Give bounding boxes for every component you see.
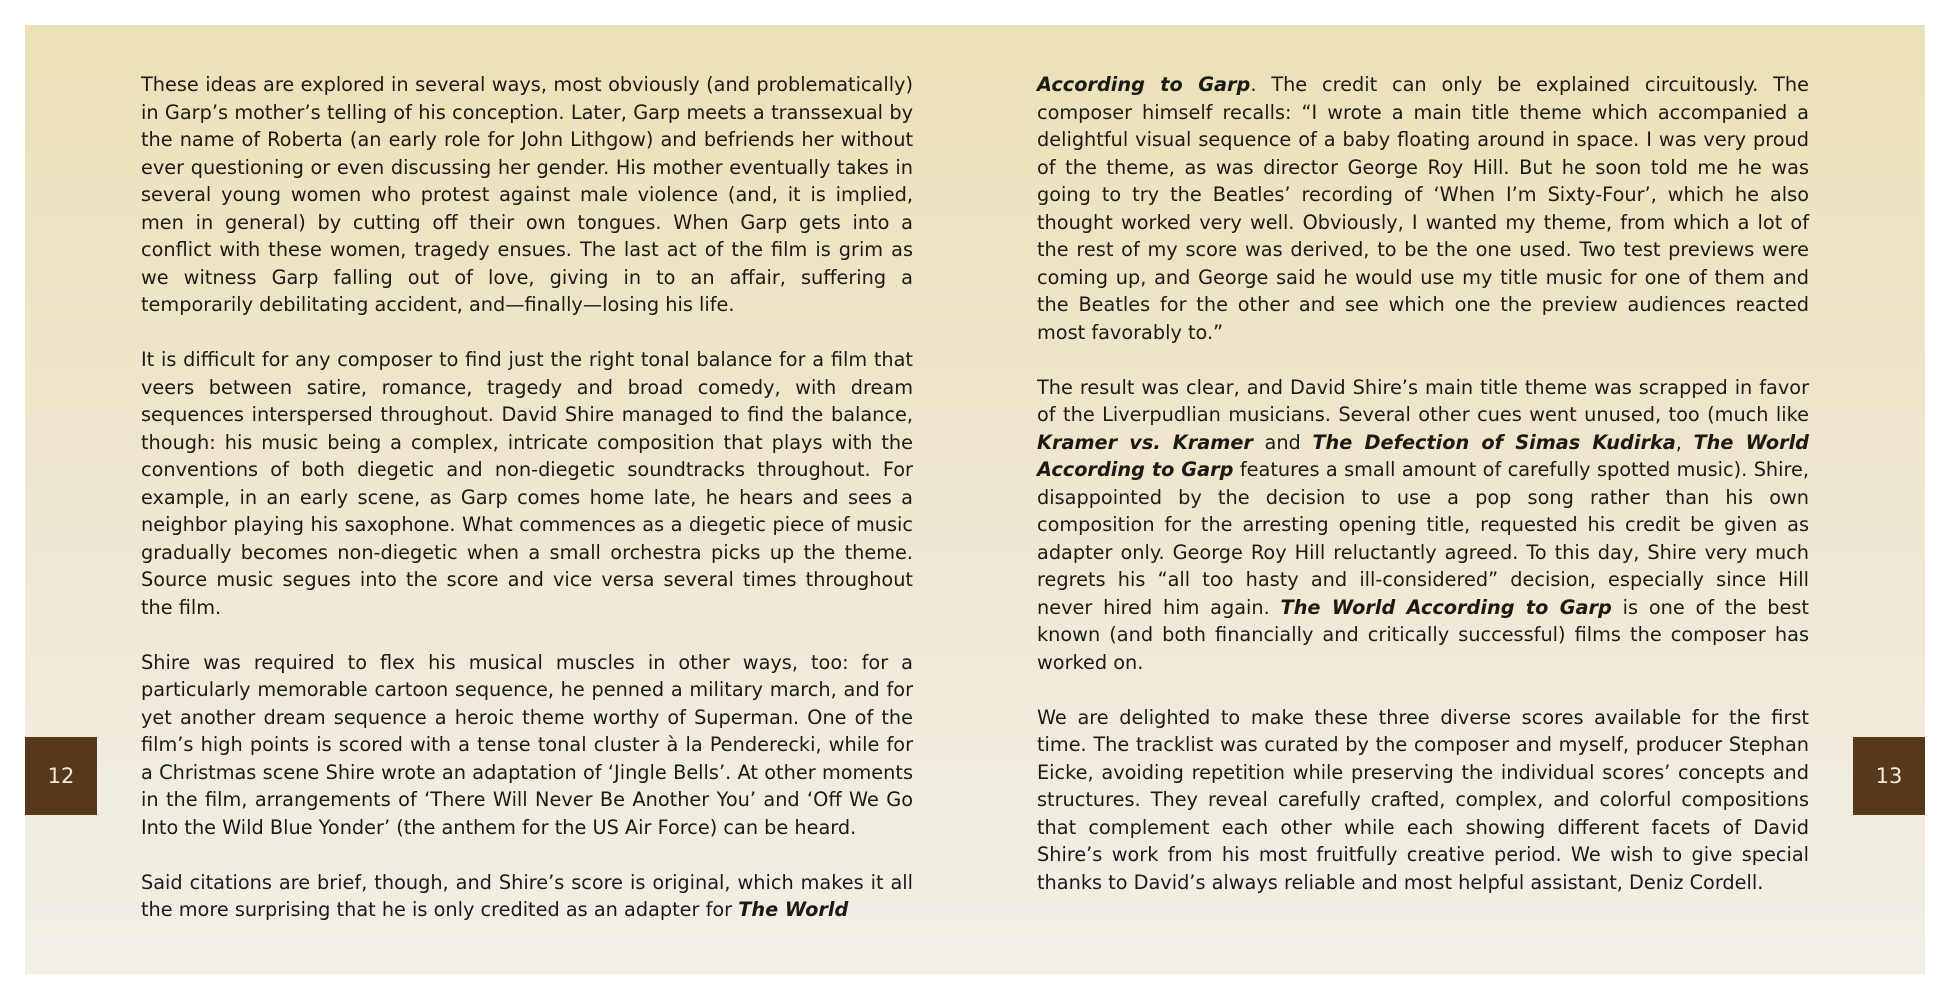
right-paragraph-3: We are delighted to make these three diverse scores available for the first time. The tracklist was curated by the composer and myself, producer Stephan Eicke, avoiding repetition while preserving the individual scores’ concepts and structures. They reveal carefully crafted, complex, and colorful compositions that complement each other while each showing different facets of David Shire’s work from his most fruitfully creative period. We wish to give special thanks to David’s always reliable and most helpful assistant, Deniz Cordell. xyxy=(1037,705,1809,894)
text-run: is one of the best known (and both financially and critically successful) films the composer has worked on. xyxy=(1037,595,1809,674)
film-title: The World According to Garp xyxy=(1280,595,1612,619)
booklet-spread xyxy=(25,25,1925,974)
left-paragraph-2: It is difficult for any composer to find just the right tonal balance for a film that veers between satire, romance, tragedy and broad comedy, with dream sequences interspersed throughout. David Shire managed to find the balance, though: his music being a complex, intricate composition that plays with the conventions of both diegetic and non-diegetic soundtracks throughout. For example, in an early scene, as Garp comes home late, he hears and sees a neighbor playing his saxophone. What commences as a diegetic piece of music gradually becomes non-diegetic when a small orchestra picks up the theme. Source music segues into the score and vice versa several times throughout the film. xyxy=(141,348,913,619)
text-run: and xyxy=(1252,430,1313,454)
page-number-left: 12 xyxy=(25,737,97,815)
right-page-text xyxy=(1037,71,1809,924)
text-run: The result was clear, and David Shire’s main title theme was scrapped in favor of the Liverpudlian musicians. Several other cues went unused, too (much like xyxy=(1037,375,1809,426)
right-paragraph-2 xyxy=(1037,374,1809,677)
film-title: The World xyxy=(738,898,849,921)
right-paragraph-1-text: . The credit can only be explained circuitously. The composer himself recalls: “I wrote a main title theme which accompanied a delightful visual sequence of a baby floating around in space. I was very proud of the theme, as was director George Roy Hill. But he soon told me he was going to try the Beatles’ recording of ‘When I’m Sixty-Four’, which he also thought worked very well. Obviously, I wanted my theme, from which a lot of the rest of my score was derived, to be the one used. Two test previews were coming up, and George said he would use my title music for one of them and the Beatles for the other and see which one the preview audiences reacted most favorably to.” xyxy=(1037,73,1809,344)
text-run: features a small amount of carefully spotted music). Shire, disappointed by the decision to use a pop song rather than his own composition for the arresting opening title, requested his credit be given as adapter only. George Roy Hill reluctantly agreed. To this day, Shire very much regrets his “all too hasty and ill-considered” decision, especially since Hill never hired him again. xyxy=(1037,458,1809,619)
left-paragraph-4 xyxy=(141,869,913,924)
right-paragraph-1 xyxy=(1037,71,1809,346)
left-paragraph-1: These ideas are explored in several ways, most obviously (and problematically) in Garp’s mother’s telling of his conception. Later, Garp meets a transsexual by the name of Roberta (an early role for John Lithgow) and befriends her without ever questioning or even discussing her gender. His mother eventually takes in several young women who protest against male violence (and, it is implied, men in general) by cutting off their own tongues. When Garp gets into a conflict with these women, tragedy ensues. The last act of the film is grim as we witness Garp falling out of love, giving in to an affair, suffering a temporarily debilitating accident, and—finally—losing his life. xyxy=(141,73,913,316)
left-page-text xyxy=(141,71,913,951)
left-paragraph-4-text: Said citations are brief, though, and Shire’s score is original, which makes it all the more surprising that he is only credited as an adapter for xyxy=(141,870,913,921)
film-title: The Defection of Simas Kudirka xyxy=(1312,430,1676,454)
film-title: The World According to Garp xyxy=(1037,430,1809,481)
page-number-right: 13 xyxy=(1853,737,1925,815)
text-run: , xyxy=(1675,430,1694,454)
left-paragraph-3: Shire was required to flex his musical muscles in other ways, too: for a particularly memorable cartoon sequence, he penned a military march, and for yet another dream sequence a heroic theme worthy of Superman. One of the film’s high points is scored with a tense tonal cluster à la Penderecki, while for a Christmas scene Shire wrote an adaptation of ‘Jingle Bells’. At other moments in the film, arrangements of ‘There Will Never Be Another You’ and ‘Off We Go Into the Wild Blue Yonder’ (the anthem for the US Air Force) can be heard. xyxy=(141,650,913,839)
film-title: Kramer vs. Kramer xyxy=(1037,430,1253,454)
film-title: According to Garp xyxy=(1037,73,1251,96)
